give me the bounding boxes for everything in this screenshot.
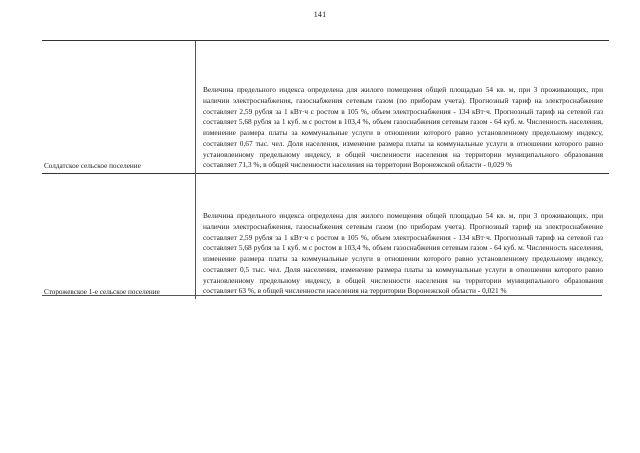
table-row bbox=[42, 41, 609, 174]
settlement-name-cell bbox=[42, 174, 196, 300]
description-cell bbox=[196, 41, 610, 174]
table-row bbox=[42, 174, 609, 300]
settlement-name-cell bbox=[42, 41, 196, 174]
table-bottom-border bbox=[42, 295, 602, 296]
settlements-table bbox=[42, 40, 609, 299]
settlement-name: Солдатское сельское поселение bbox=[44, 162, 141, 170]
settlement-description: Величина предельного индекса определена для жилого помещения общей площадью 54 кв. м, при 3 проживающих, при наличии электроснабжения, газоснабжения сетевым газом (по приборам учета). Прогнозный тариф на электроснабжение составляет 2,59 рубля за 1 кВт·ч с ростом в 105 %, объем электроснабжения - 134 кВт·ч. Прогнозный тариф на сетевой газ составляет 5,68 рубля за 1 куб. м с ростом в 103,4 %, объем газоснабжения сетевым газом - 64 куб. м. Численность населения, изменение размера платы за коммунальные услуги в отношении которого равно установленному предельному индексу, составляет 0,5 тыс. чел. Доля населения, изменение размера платы за коммунальные услуги в отношении которого равно установленному предельному индексу, в общей численности населения на территории муниципального образования составляет 63 %, в общей численности населения на территории Воронежской области - 0,021 % bbox=[203, 211, 603, 296]
description-cell bbox=[196, 174, 610, 300]
settlement-name: Сторожевское 1-е сельское поселение bbox=[44, 288, 160, 296]
settlement-description: Величина предельного индекса определена для жилого помещения общей площадью 54 кв. м, при 3 проживающих, при наличии электроснабжения, газоснабжения сетевым газом (по приборам учета). Прогнозный тариф на электроснабжение составляет 2,59 рубля за 1 кВт·ч с ростом в 105 %, объем электроснабжения - 134 кВт·ч. Прогнозный тариф на сетевой газ составляет 5,68 рубля за 1 куб. м с ростом в 103,4 %, объем газоснабжения сетевым газом - 64 куб. м. Численность населения, изменение размера платы за коммунальные услуги в отношении которого равно установленному предельному индексу, составляет 0,67 тыс. чел. Доля населения, изменение размера платы за коммунальные услуги в отношении которого равно установленному предельному индексу, в общей численности населения на территории муниципального образования составляет 71,3 %, в общей численности населения на территории Воронежской области - 0,029 % bbox=[203, 85, 603, 170]
page-number: 141 bbox=[313, 10, 327, 19]
